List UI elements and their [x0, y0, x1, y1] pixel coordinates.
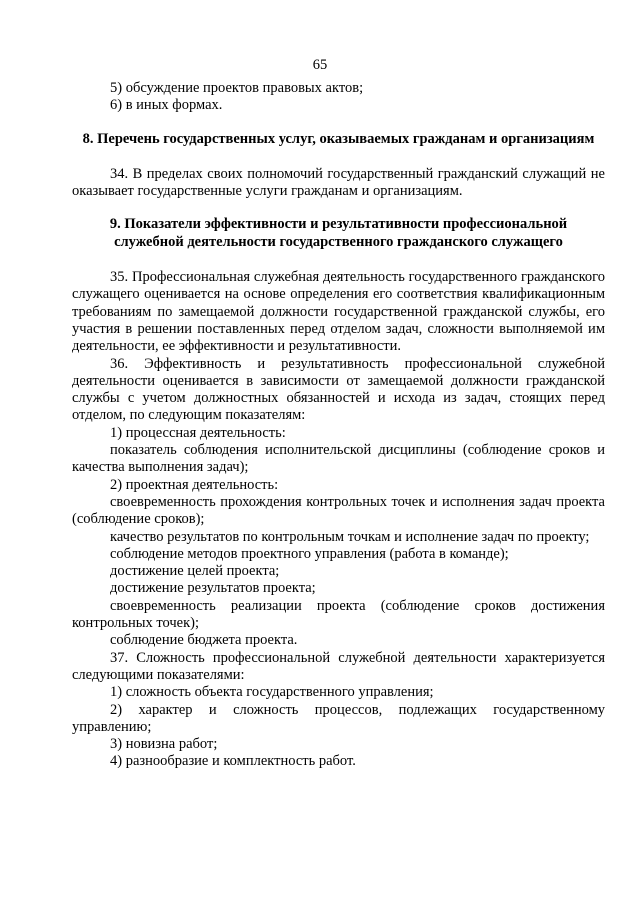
paragraph: 37. Сложность профессиональной служебной деятельности характеризуется следующими показателями: — [72, 649, 605, 683]
list-item: 1) процессная деятельность: — [110, 424, 286, 441]
list-item: 5) обсуждение проектов правовых актов; — [110, 80, 364, 96]
list-item: 1) сложность объекта государственного управления; — [110, 684, 434, 701]
document-body — [72, 80, 605, 771]
paragraph: 35. Профессиональная служебная деятельность государственного гражданского служащего оценивается на основе определения его соответствия квалификационным требованиям по замещаемой должности государственной гражданской службы, его участия в решении поставленных перед отделом задач, сложности выполняемой им деятельности, ее эффективности и результативности. — [72, 269, 605, 355]
list-item: 3) новизна работ; — [110, 736, 218, 753]
list-item: 2) характер и сложность процессов, подлежащих государственному управлению; — [72, 701, 605, 735]
list-item: своевременность реализации проекта (соблюдение сроков достижения контрольных точек); — [72, 597, 605, 632]
list-item: 4) разнообразие и комплектность работ. — [110, 753, 356, 770]
section-heading-line: 9. Показатели эффективности и результативности профессиональной — [109, 216, 568, 233]
paragraph: 34. В пределах своих полномочий государственный гражданский служащий не оказывает государственные услуги гражданам и организациям. — [72, 165, 605, 200]
list-item: соблюдение методов проектного управления (работа в команде); — [110, 545, 509, 562]
page-number: 65 — [312, 57, 328, 73]
section-heading — [72, 216, 605, 251]
list-item: достижение результатов проекта; — [110, 580, 316, 597]
list-item: соблюдение бюджета проекта. — [110, 632, 298, 649]
list-item: достижение целей проекта; — [110, 563, 280, 580]
list-item: показатель соблюдения исполнительской дисциплины (соблюдение сроков и качества выполнения задач); — [72, 442, 605, 476]
list-item: 2) проектная деятельность: — [110, 476, 279, 493]
list-item: своевременность прохождения контрольных точек и исполнения задач проекта (соблюдение сроков); — [72, 493, 605, 528]
list-item: качество результатов по контрольным точкам и исполнение задач по проекту; — [110, 528, 590, 545]
paragraph: 36. Эффективность и результативность профессиональной служебной деятельности оценивается в зависимости от замещаемой должности гражданской службы с учетом должностных обязанностей и исхода из задач, стоящих перед отделом, по следующим показателям: — [72, 355, 605, 424]
section-heading: 8. Перечень государственных услуг, оказываемых гражданам и организациям — [82, 130, 595, 147]
section-heading-line: служебной деятельности государственного гражданского служащего — [114, 233, 563, 250]
list-item: 6) в иных формах. — [110, 97, 223, 114]
